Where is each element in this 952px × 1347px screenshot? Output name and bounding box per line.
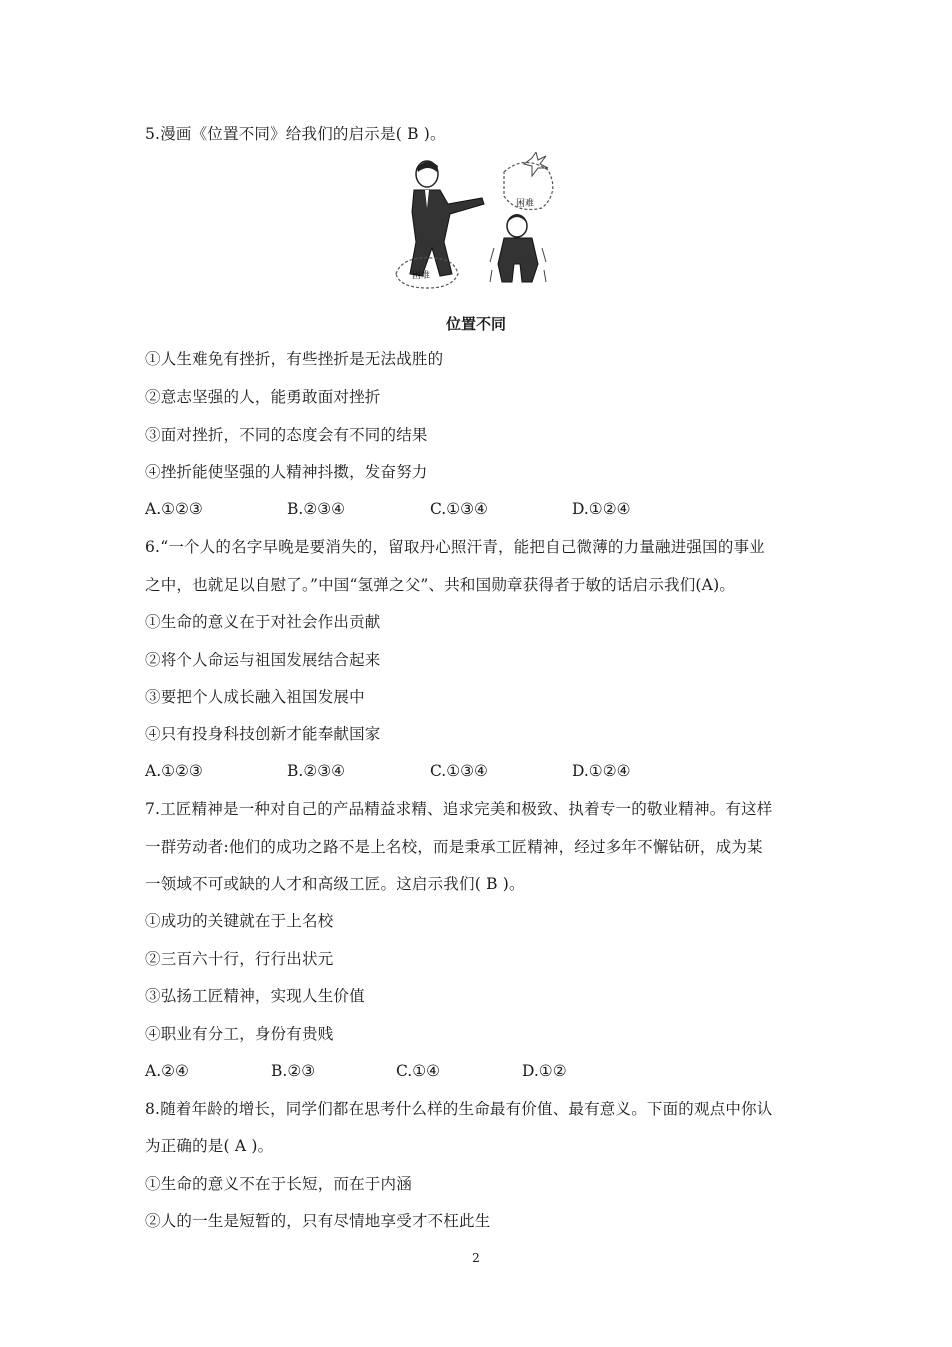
q7-stem-line-2: 一群劳动者:他们的成功之路不是上名校，而是秉承工匠精神，经过多年不懈钻研，成为某 <box>145 838 763 856</box>
cartoon-caption: 位置不同 <box>445 315 506 333</box>
q5-item-2: ②意志坚强的人，能勇敢面对挫折 <box>145 388 381 406</box>
q6-option-b: B.②③④ <box>287 762 346 780</box>
q7-stem-line-3: 一领域不可或缺的人才和高级工匠。这启示我们( B )。 <box>145 875 525 893</box>
q8-item-1: ①生命的意义不在于长短，而在于内涵 <box>145 1175 412 1193</box>
q5-item-3: ③面对挫折，不同的态度会有不同的结果 <box>145 426 428 444</box>
q6-item-3: ③要把个人成长融入祖国发展中 <box>145 688 365 706</box>
q7-option-c: C.①④ <box>396 1062 441 1080</box>
q6-option-a: A.①②③ <box>145 762 203 780</box>
q5-stem: 5.漫画《位置不同》给我们的启示是( B )。 <box>145 125 446 143</box>
q7-item-3: ③弘扬工匠精神，实现人生价值 <box>145 987 365 1005</box>
q6-item-2: ②将个人命运与祖国发展结合起来 <box>145 651 381 669</box>
q5-option-c: C.①③④ <box>430 500 488 518</box>
q7-option-a: A.②④ <box>145 1062 189 1080</box>
q7-option-d: D.①② <box>522 1062 567 1080</box>
q8-stem-line-1: 8.随着年龄的增长，同学们都在思考什么样的生命最有价值、最有意义。下面的观点中你认 <box>145 1100 773 1118</box>
q5-option-a: A.①②③ <box>145 500 203 518</box>
cartoon-image <box>392 152 562 292</box>
q8-stem-line-2: 为正确的是( A )。 <box>145 1137 274 1155</box>
q5-option-d: D.①②④ <box>572 500 631 518</box>
cartoon-label-top: 困难 <box>516 199 535 209</box>
q7-item-2: ②三百六十行，行行出状元 <box>145 950 334 968</box>
q7-item-4: ④职业有分工，身份有贵贱 <box>145 1025 334 1043</box>
q5-option-b: B.②③④ <box>287 500 346 518</box>
q5-item-1: ①人生难免有挫折，有些挫折是无法战胜的 <box>145 350 444 368</box>
q6-item-1: ①生命的意义在于对社会作出贡献 <box>145 613 381 631</box>
q7-option-b: B.②③ <box>271 1062 316 1080</box>
q6-option-c: C.①③④ <box>430 762 488 780</box>
cartoon-label-bottom: 困难 <box>412 271 431 281</box>
q6-option-d: D.①②④ <box>572 762 631 780</box>
q5-item-4: ④挫折能使坚强的人精神抖擞，发奋努力 <box>145 463 428 481</box>
q6-stem-line-1: 6.“一个人的名字早晚是要消失的，留取丹心照汗青，能把自己微薄的力量融进强国的事业 <box>145 538 765 556</box>
q8-item-2: ②人的一生是短暂的，只有尽情地享受才不枉此生 <box>145 1212 491 1230</box>
q7-stem-line-1: 7.工匠精神是一种对自己的产品精益求精、追求完美和极致、执着专一的敬业精神。有这样 <box>145 800 773 818</box>
q6-item-4: ④只有投身科技创新才能奉献国家 <box>145 725 381 743</box>
q7-item-1: ①成功的关键就在于上名校 <box>145 912 334 930</box>
page-number: 2 <box>472 1251 480 1265</box>
q6-stem-line-2: 之中，也就足以自慰了。”中国“氢弹之父”、共和国勋章获得者于敏的话启示我们(A)。 <box>145 576 736 594</box>
